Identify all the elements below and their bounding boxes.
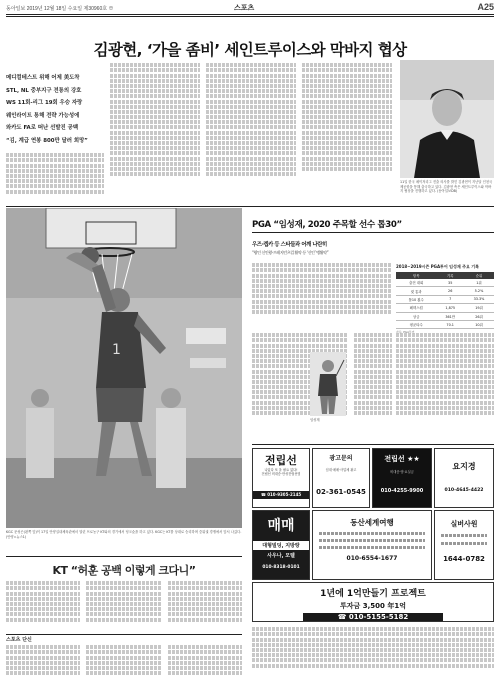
ad-title: 동산세계여행 <box>350 518 394 527</box>
ad-phone: 010-6554-1677 <box>346 555 398 562</box>
basketball-dunk-image <box>6 208 242 528</box>
article-column <box>302 62 392 204</box>
ad-text: 투자금 3,500 年1억 <box>340 602 406 610</box>
brief-column <box>86 644 162 688</box>
ad-travel[interactable] <box>312 510 432 580</box>
summary-line: 웨인라이트 통해 전략 가능성에 <box>6 112 80 119</box>
ad-title: 1년에 1억만들기 프로젝트 <box>320 589 426 599</box>
table-header: 항목 <box>396 272 436 279</box>
ad-text: 임대·매매·사업체 광고 <box>325 468 357 472</box>
ad-text: 나았다 또 올 필요 없다! <box>264 468 298 472</box>
ad-silver-staff[interactable] <box>434 510 494 580</box>
pga-subheadline-2: “왕인 신인왕-프레지던츠컵 활약 등 ‘신인’ 맹활약” <box>252 250 329 255</box>
kt-article-column <box>86 580 162 634</box>
ad-title: 매매 <box>267 518 295 534</box>
ad-investment[interactable] <box>252 582 494 622</box>
player-photo-caption: 11일 한국 메이저리그 진출 의사를 밝힌 김광현이 지난달 인천국제공항을 통해 출국하고 있다. 김광현 측은 세인트루이스와 막바지 협상을 진행하고 있다. (동아일보DB) <box>400 180 493 194</box>
ad-phone: 010-4255-9900 <box>380 488 424 495</box>
table-header: 순위 <box>464 272 494 279</box>
brief-rule <box>6 634 242 635</box>
masthead-rule-thin <box>6 16 494 17</box>
pga-rule <box>252 232 494 233</box>
table-cell: 톱10 횟수 <box>396 295 436 303</box>
ad-inquiry[interactable] <box>312 448 370 508</box>
pga-article-column <box>354 332 392 440</box>
table-cell: 26 <box>436 287 464 295</box>
ad-yojigyeong[interactable] <box>434 448 494 508</box>
golfer-photo <box>310 352 346 416</box>
page-number: A25 <box>477 2 494 12</box>
table-cell: 26위 <box>464 312 494 320</box>
basketball-photo-caption: KGC 문성곤(왼쪽 앞)이 17일 안양실내체육관에서 열린 프로농구 KT와의 경기에서 덩크슛을 하고 있다. KGC는 KT를 상대로 승리하며 중위권 경쟁에서 앞서 나갔다. (안양=뉴스1) <box>6 530 242 539</box>
ad-title: 전립선 <box>265 454 297 467</box>
ad-phone: ☎ 010-9305-2145 <box>253 491 309 499</box>
table-cell: 컷 통과 <box>396 287 436 295</box>
ad-title: 요지경 <box>452 462 476 471</box>
ad-phone: 010-8318-0101 <box>262 565 300 570</box>
pga-table-title: 2018~2019시즌 PGA투어 임성재 주요 기록 <box>396 264 480 269</box>
pga-subheadline: 우즈·켑카 등 스타들과 어깨 나란히 <box>252 242 327 248</box>
table-cell: 1,875 <box>436 304 464 312</box>
summary-line: STL, NL 중부지구 전통의 강호 <box>6 87 82 94</box>
table-cell: 1위 <box>464 279 494 287</box>
pga-stats-table <box>396 264 494 334</box>
kt-article-column <box>168 580 242 634</box>
golfer-image <box>310 352 346 416</box>
ad-text: 비대증·염·요실금 <box>390 470 414 474</box>
golfer-photo-caption: 임성재 <box>310 418 320 422</box>
table-row <box>396 304 494 312</box>
player-photo <box>400 60 494 178</box>
table-row <box>396 295 494 303</box>
pga-headline: PGA “임성재, 2020 주목할 선수 톱30” <box>252 220 402 230</box>
kt-article-column <box>6 580 80 634</box>
svg-text:1: 1 <box>112 342 121 358</box>
summary-line: 와카도 FA로 떠난 선발진 공백 <box>6 125 79 131</box>
ad-text: 대형빌딩, 지방땅 <box>253 541 309 550</box>
ad-phone: ☎ 010-5155-5182 <box>303 613 443 621</box>
table-cell: 7 <box>436 295 464 303</box>
kt-rule <box>6 556 242 557</box>
basketball-photo <box>6 208 242 528</box>
masthead-date: 동아일보 2019년 12월 18일 수요일 제30960호 ⊕ <box>6 6 114 12</box>
table-cell: 평균타수 <box>396 320 436 328</box>
table-cell: 19위 <box>464 304 494 312</box>
ad-real-estate[interactable] <box>252 510 310 580</box>
table-cell: 페덱스컵 <box>396 304 436 312</box>
table-row <box>396 287 494 295</box>
ad-phone: 1644-0782 <box>443 555 485 563</box>
brief-column <box>252 626 494 688</box>
table-cell: 35 <box>436 279 464 287</box>
table-cell: 361만 <box>436 312 464 320</box>
table-header: 기록 <box>436 272 464 279</box>
table-cell: 70.1 <box>436 320 464 328</box>
table-cell: 10위 <box>464 320 494 328</box>
ad-phone: 02-361-0545 <box>316 488 366 497</box>
ad-prostate-2[interactable] <box>372 448 432 508</box>
table-row <box>396 312 494 320</box>
ad-title: 광고문의 <box>329 455 353 462</box>
ad-prostate[interactable] <box>252 448 310 508</box>
table-row <box>396 320 494 328</box>
kt-headline: KT “허훈 공백 이렇게 크다니” <box>52 564 196 577</box>
ad-text: 사우나, 모텔 <box>267 553 295 559</box>
brief-column <box>6 644 80 688</box>
summary-line: 메디컬테스트 위해 어제 美도착 <box>6 75 80 81</box>
table-row <box>396 279 494 287</box>
ads-divider <box>252 444 494 445</box>
summary-line: “김, 계급 연봉 800만 달러 희망” <box>6 137 88 144</box>
ad-text: 전립선 비대증·만성전립선염 <box>261 472 301 477</box>
ad-phone: 010-4645-4422 <box>444 488 484 493</box>
masthead <box>6 2 494 13</box>
summary-line: WS 11회-리그 19회 우승 자랑 <box>6 100 83 106</box>
article-column <box>110 62 200 204</box>
player-portrait-image <box>400 60 494 178</box>
table-cell: 상금 <box>396 312 436 320</box>
ad-title: 전립선 ★★ <box>384 455 420 463</box>
section-label: 스포츠 <box>234 5 255 12</box>
masthead-rule <box>6 14 494 15</box>
pga-article-column <box>396 332 494 440</box>
section-divider <box>6 206 494 207</box>
sports-brief-tag: 스포츠 단신 <box>6 637 32 643</box>
main-headline: 김광현, ‘가을 좀비’ 세인트루이스와 막바지 협상 <box>93 41 407 59</box>
pga-article-column <box>252 262 392 328</box>
article-column <box>6 152 104 204</box>
table-cell: 33.3% <box>464 295 494 303</box>
headline-summary <box>6 72 104 147</box>
table-cell: 5.2% <box>464 287 494 295</box>
article-column <box>206 62 296 204</box>
ad-title: 실버사원 <box>450 520 478 528</box>
table-cell: 출전 대회 <box>396 279 436 287</box>
brief-column <box>168 644 242 688</box>
pga-table <box>396 272 494 329</box>
